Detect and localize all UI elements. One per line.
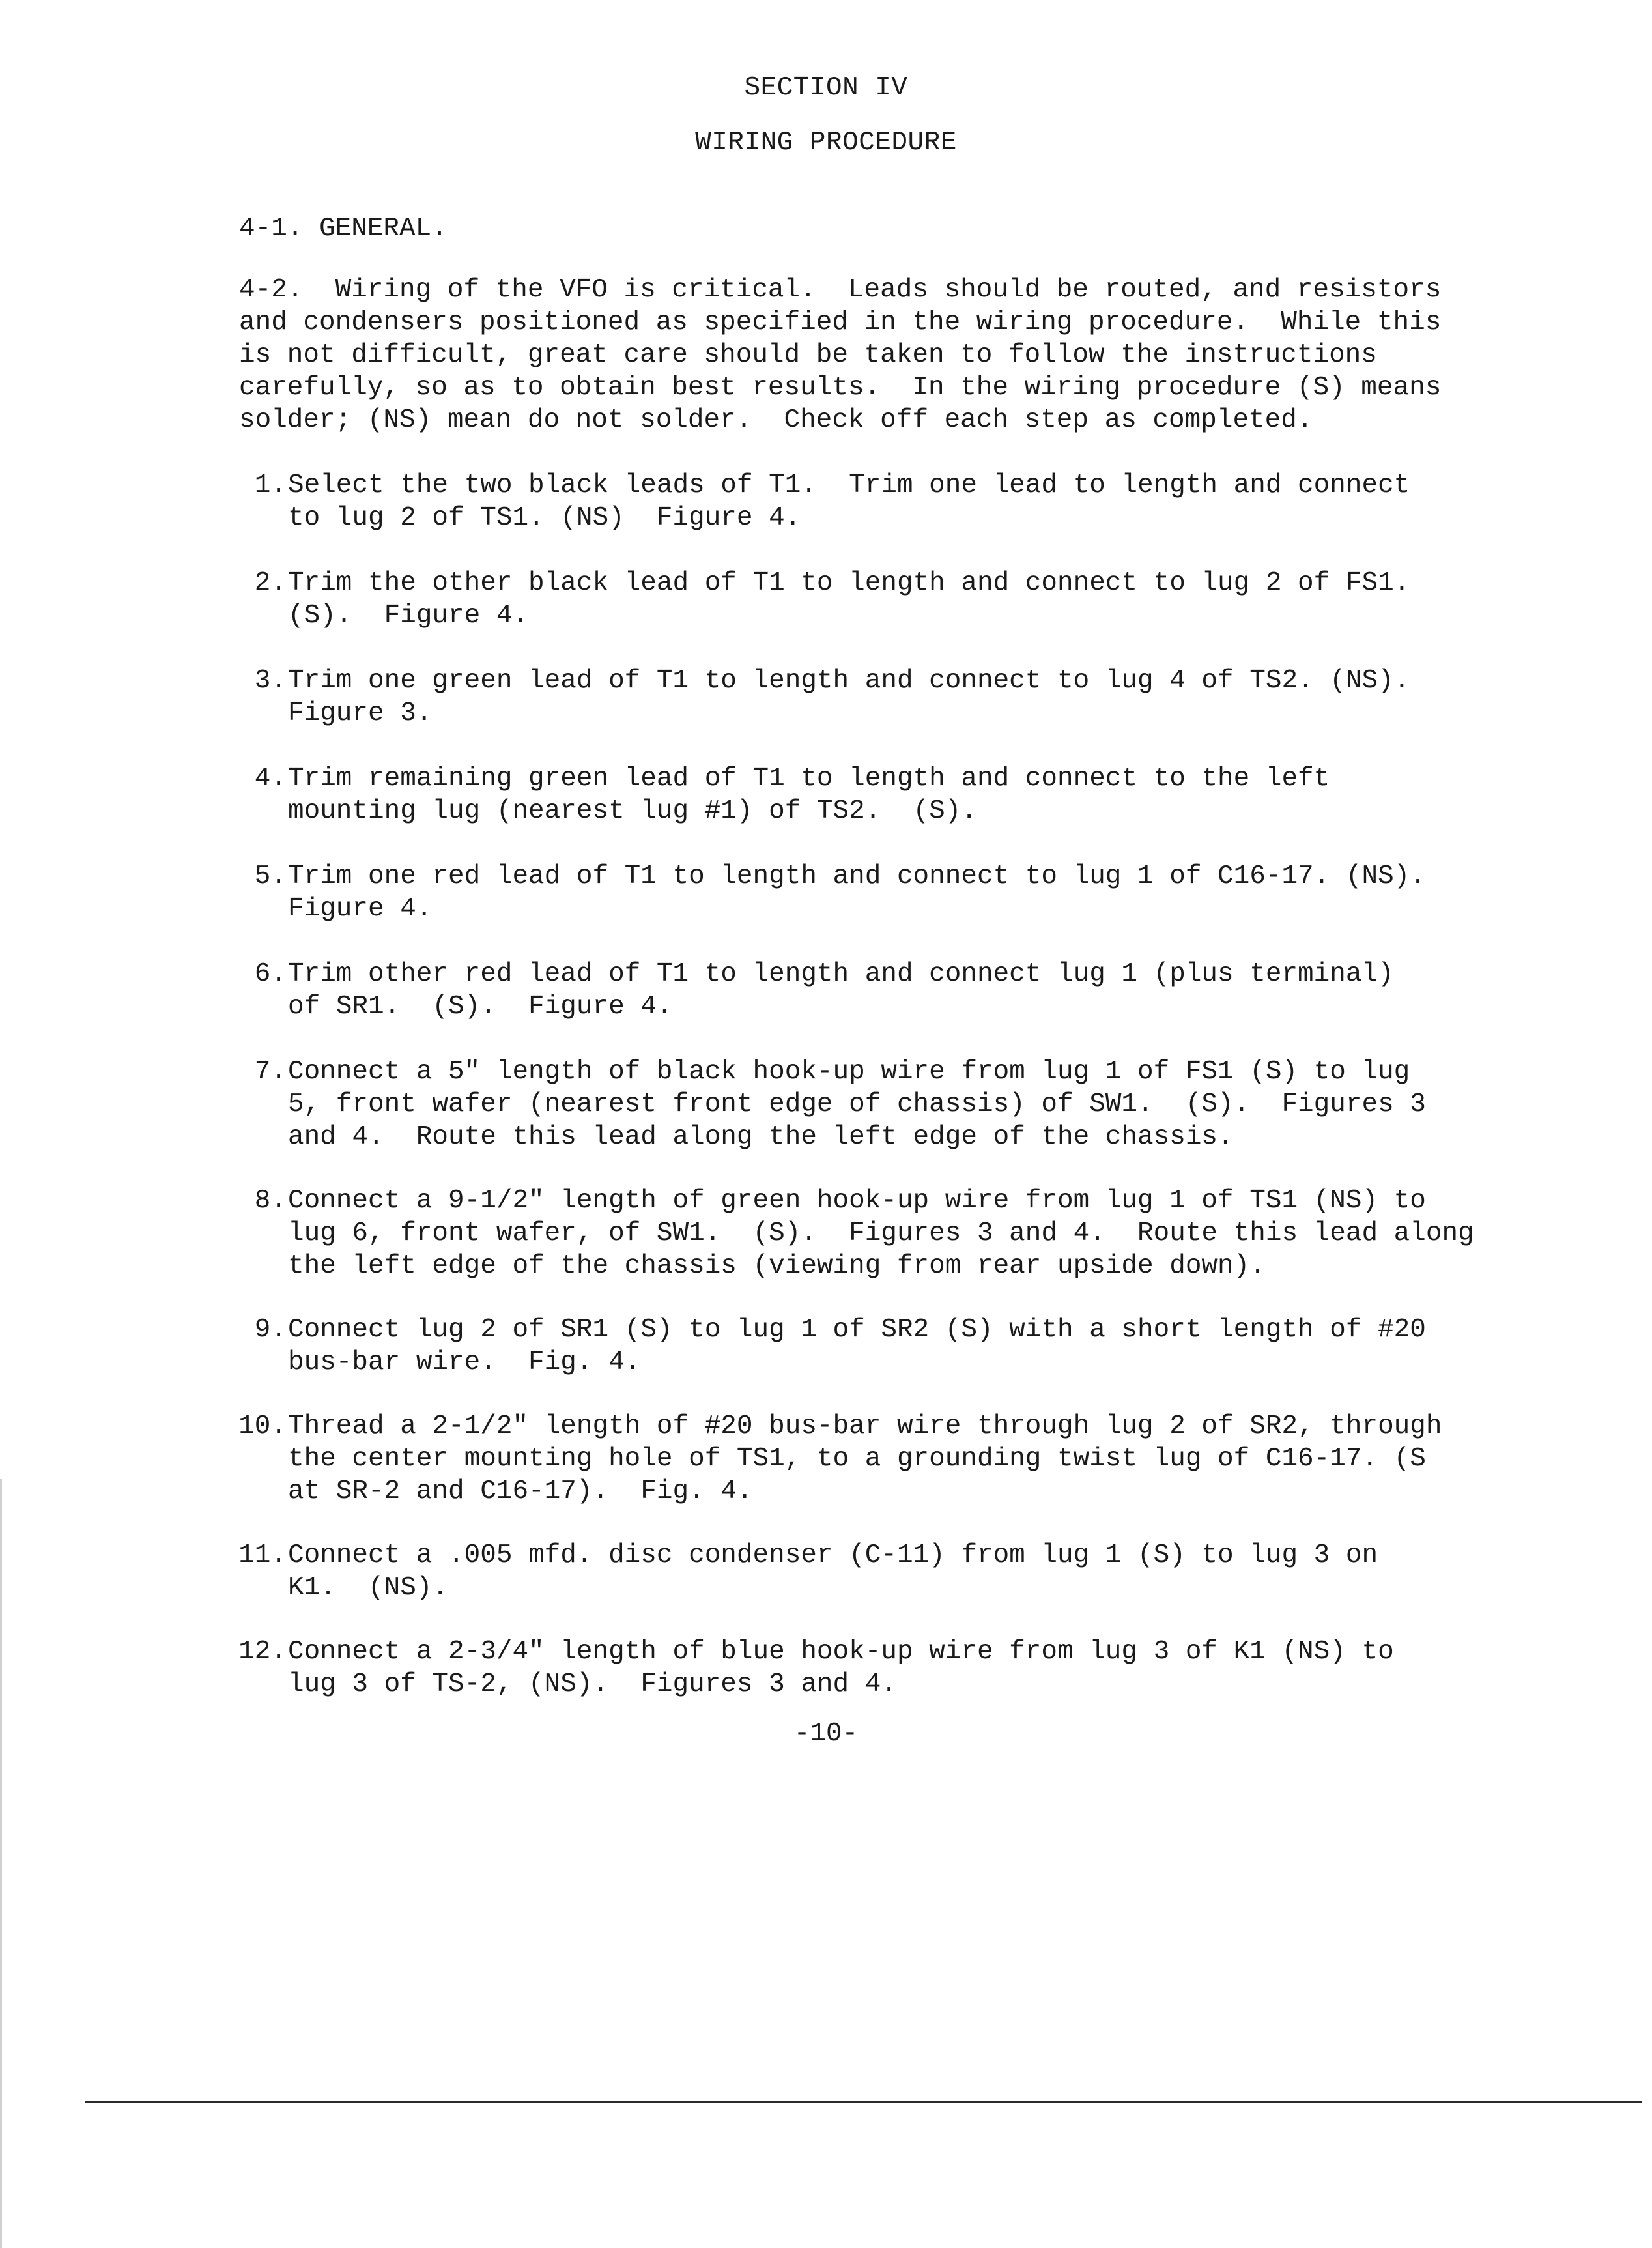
bottom-rule [85,2101,1642,2103]
step-text: Thread a 2-1/2" length of #20 bus-bar wire through lug 2 of SR2, through the center mounting hole of TS1, to a grounding twist lug of C16-17. (S at SR-2 and C16-17). Fig. 4. [288,1411,1442,1506]
step-text: Trim other red lead of T1 to length and connect lug 1 (plus terminal) of SR1. (S). Figure 4. [288,959,1394,1022]
step-text: Connect a 2-3/4" length of blue hook-up wire from lug 3 of K1 (NS) to lug 3 of TS-2, (NS). Figures 3 and 4. [288,1637,1394,1699]
step-text: Trim the other black lead of T1 to length and connect to lug 2 of FS1. (S). Figure 4. [288,568,1410,631]
step-text: Connect a 5" length of black hook-up wire from lug 1 of FS1 (S) to lug 5, front wafer (nearest front edge of chassis) of SW1. (S). Figures 3 and 4. Route this lead along the left edge of the chassis. [288,1057,1426,1152]
page-number: -10- [793,1719,859,1749]
step-text: Trim one red lead of T1 to length and connect to lug 1 of C16-17. (NS). Figure 4. [288,861,1426,924]
step-number: 7. [254,1057,287,1087]
scan-edge-shadow [0,1479,2,2248]
step-text: Connect a .005 mfd. disc condenser (C-11) from lug 1 (S) to lug 3 on K1. (NS). [288,1540,1378,1603]
step-number: 6. [254,959,287,989]
step-number: 3. [254,666,287,696]
general-heading: 4-1. GENERAL. [239,214,448,244]
step-number: 5. [254,861,287,891]
step-text: Trim remaining green lead of T1 to length and connect to the left mounting lug (nearest lug #1) of TS2. (S). [288,764,1330,826]
step-number: 10. [238,1411,287,1441]
section-subtitle: WIRING PROCEDURE [695,128,957,158]
step-number: 11. [238,1540,287,1570]
step-number: 9. [254,1315,287,1345]
step-number: 8. [254,1186,287,1216]
step-text: Connect lug 2 of SR1 (S) to lug 1 of SR2 (S) with a short length of #20 bus-bar wire. Fig. 4. [288,1315,1426,1377]
step-number: 4. [254,764,287,794]
step-text: Trim one green lead of T1 to length and connect to lug 4 of TS2. (NS). Figure 3. [288,666,1410,728]
step-number: 12. [238,1637,287,1667]
step-text: Select the two black leads of T1. Trim one lead to length and connect to lug 2 of TS1. (NS) Figure 4. [288,470,1410,533]
step-number: 2. [254,568,287,598]
step-number: 1. [254,470,287,500]
section-title: SECTION IV [744,73,908,103]
step-text: Connect a 9-1/2" length of green hook-up wire from lug 1 of TS1 (NS) to lug 6, front wafer, of SW1. (S). Figures 3 and 4. Route this lead along the left edge of the chassis (viewing from rear upside down). [288,1186,1474,1281]
intro-paragraph: 4-2. Wiring of the VFO is critical. Leads should be routed, and resistors and condensers positioned as specified in the wiring procedure. While this is not difficult, great care should be taken to follow the instructions carefully, so as to obtain best results. In the wiring procedure (S) means solder; (NS) mean do not solder. Check off each step as completed. [239,275,1442,435]
